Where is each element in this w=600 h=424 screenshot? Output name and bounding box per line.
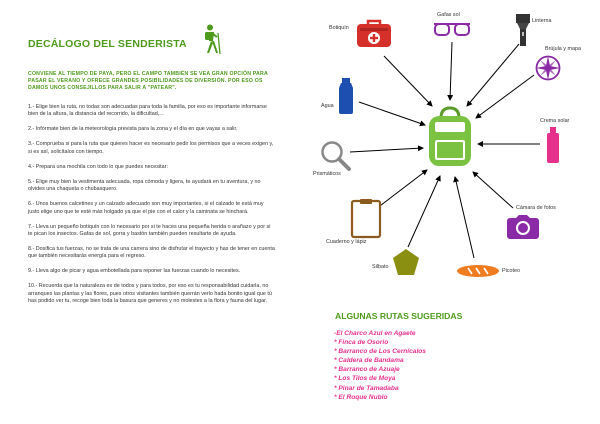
sunglasses-icon [432, 22, 472, 38]
intro-text: CONVIENE AL TIEMPO DE PAYA, PERO EL CAMPO TAMBIÉN SE VEA GRAN OPCIÓN PARA PASAR EL VERANO Y OFRECE GRANDES POSIBILIDADES DE DIVERSIÓN. POR ESO OS DAMOS UNOS CONSEJILLOS PARA SALIR A "PATEAR". [28, 71, 268, 92]
notebook-icon [350, 198, 382, 238]
whistle-icon [392, 248, 420, 276]
sunscreen-icon [545, 126, 561, 164]
routes-title: ALGUNAS RUTAS SUGERIDAS [335, 311, 463, 321]
label-gafas: Gafas sol [437, 12, 460, 18]
rule-6: 6.- Unos buenos calcetines y un calzado adecuado son muy importantes, si el calzado te está muy justo elige uno que te esté más holgado ya que el pie con el calor y la caminata se hinchará. [28, 201, 264, 215]
label-linterna: Linterna [532, 18, 552, 24]
flashlight-icon [515, 13, 531, 47]
label-prismaticos: Prismáticos [313, 171, 341, 177]
rule-7: 7.- Lleva un pequeño botiquín con lo necesario por si te haces una pequeña herida o arañazo y por si te pican los insectos. Gafas de sol, gorra y bastón también pueden resultarte de ayuda. [28, 223, 271, 238]
route-item: * Barranco de Azuaje [334, 366, 400, 374]
camera-icon [506, 214, 540, 240]
route-item: * Finca de Osorio [334, 339, 389, 347]
route-item: * Barranco de Los Cernícalos [334, 348, 426, 356]
rule-2: 2.- Infórmate bien de la meteorología prevista para la zona y el día en que vayas a salir. [28, 126, 238, 133]
label-crema: Crema solar [540, 118, 570, 124]
bread-snack-icon [456, 264, 500, 278]
rule-5: 5.- Elige muy bien la vestimenta adecuada, ropa cómoda y ligera, te ayudará en tu aventura, y no olvides una chaqueta o chubasquero. [28, 178, 261, 193]
routes-list [334, 329, 426, 402]
label-agua: Agua [321, 103, 334, 109]
route-item: * Los Tilos de Moya [334, 375, 396, 383]
label-botiquin: Botiquín [329, 25, 349, 31]
rule-10: 10.- Recuerda que la naturaleza es de todos y para todos, por eso es tu responsabilidad cuidarla, no arranques las plantas y las flores, pues otros visitantes también querrán verlo hada bonito igual que tú has podido ver tu, recoge bien toda la basura que generes y no molestes a la flora y fauna del lugar. [28, 283, 272, 305]
label-cuaderno: Cuaderno y lápiz [326, 239, 367, 245]
rule-1: 1.- Elige bien la ruta, no todas son adecuadas para toda la familia, por eso es importante informarse bien de la altura, la distancia del recorrido, la dificultad,... [28, 104, 267, 118]
rule-3: 3.- Comprueba si para la ruta que quieres hacer es necesario pedir los permisos que a veces exigen y, si es así, solicítalos con tiempo. [28, 141, 274, 155]
route-item: * Caldera de Bandama [334, 357, 404, 365]
backpack-icon [427, 106, 473, 168]
rule-9: 9.- Lleva algo de picar y agua embotellada para reponer las fuerzas cuando lo necesites. [28, 268, 241, 275]
rule-4: 4.- Prepara una mochila con todo lo que puedes necesitar: [28, 163, 168, 170]
label-picoteo: Picoteo [502, 268, 520, 274]
label-brujula: Brújula y mapa [545, 46, 581, 52]
water-bottle-icon [336, 77, 356, 115]
route-item: * El Roque Nublo [334, 393, 388, 401]
route-item: * Pinar de Tamadaba [334, 384, 399, 392]
page-title: DECÁLOGO DEL SENDERISTA [28, 38, 187, 50]
compass-icon [535, 55, 561, 81]
route-item: -El Charco Azul en Agaete [334, 330, 416, 337]
label-silbato: Silbato [372, 264, 389, 270]
first-aid-kit-icon [356, 18, 392, 48]
rule-8: 8.- Dosifica tus fuerzas, no se trata de una carrera sino de disfrutar el trayecto y has de tener en cuenta que también necesitarás energía para el regreso. [28, 246, 275, 260]
label-camara: Cámara de fotos [516, 205, 556, 211]
magnifier-icon [320, 140, 352, 172]
